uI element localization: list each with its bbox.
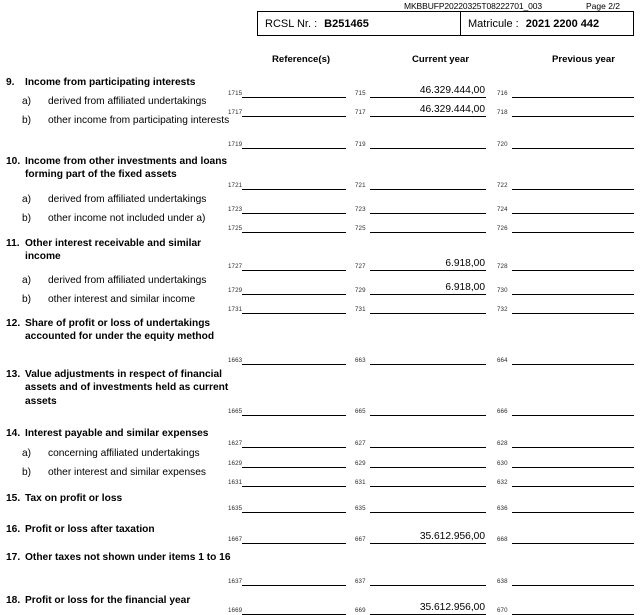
field-underline [370, 270, 486, 271]
field-underline [370, 294, 486, 295]
previous-year-field[interactable] [497, 351, 634, 365]
reference-field[interactable] [228, 434, 346, 448]
item-label [6, 492, 234, 505]
reference-field[interactable] [228, 219, 346, 233]
item-number: 14. [6, 428, 21, 439]
item-sub-letter: b) [22, 115, 32, 126]
field-underline [242, 585, 346, 586]
matricule-label: Matricule : [468, 17, 519, 30]
reference-field[interactable] [228, 351, 346, 365]
field-underline [242, 213, 346, 214]
field-underline [370, 148, 486, 149]
reference-field[interactable] [228, 84, 346, 98]
item-text: concerning affiliated undertakings [48, 448, 200, 459]
field-underline [242, 189, 346, 190]
field-underline [242, 467, 346, 468]
reference-field[interactable] [228, 200, 346, 214]
field-ref-code: 1729 [228, 287, 243, 294]
field-underline [512, 97, 634, 98]
previous-year-field[interactable] [497, 434, 634, 448]
field-ref-code: 1663 [228, 357, 243, 364]
field-ref-code: 663 [355, 357, 366, 364]
item-sub-letter: a) [22, 448, 32, 459]
rcsl-field[interactable] [258, 12, 461, 35]
item-text: derived from affiliated undertakings [48, 96, 207, 107]
field-ref-code: 1669 [228, 607, 243, 614]
field-ref-code: 717 [355, 109, 366, 116]
field-ref-code: 1637 [228, 578, 243, 585]
item-sub-label [22, 193, 234, 206]
item-sub-label [22, 274, 234, 287]
field-ref-code: 637 [355, 578, 366, 585]
field-underline [512, 585, 634, 586]
previous-year-field[interactable] [497, 281, 634, 295]
field-underline [370, 467, 486, 468]
item-number: 16. [6, 524, 21, 535]
current-year-field[interactable] [355, 103, 486, 117]
item-text: Other interest receivable and similar income [25, 238, 202, 263]
field-ref-code: 723 [355, 206, 366, 213]
field-ref-code: 718 [497, 109, 508, 116]
item-number: 13. [6, 369, 21, 380]
item-text: other income from participating interests [48, 115, 230, 126]
reference-field[interactable] [228, 572, 346, 586]
field-ref-code: 722 [497, 182, 508, 189]
field-underline [242, 313, 346, 314]
field-underline [370, 585, 486, 586]
item-number: 17. [6, 552, 21, 563]
reference-field[interactable] [228, 257, 346, 271]
item-text: Other taxes not shown under items 1 to 16 [25, 552, 231, 563]
field-underline [512, 313, 634, 314]
previous-year-field[interactable] [497, 454, 634, 468]
previous-year-field[interactable] [497, 473, 634, 487]
reference-field[interactable] [228, 454, 346, 468]
field-underline [242, 270, 346, 271]
item-text: other interest and similar expenses [48, 467, 206, 478]
field-value: 6.918,00 [445, 282, 485, 293]
field-ref-code: 668 [497, 536, 508, 543]
previous-year-field[interactable] [497, 402, 634, 416]
reference-field[interactable] [228, 402, 346, 416]
previous-year-field[interactable] [497, 219, 634, 233]
field-value: 46.329.444,00 [419, 85, 485, 96]
current-year-field[interactable] [355, 572, 486, 586]
item-sub-label [22, 95, 234, 108]
rcsl-value: B251465 [324, 17, 369, 30]
field-ref-code: 630 [497, 460, 508, 467]
current-year-field[interactable] [355, 601, 486, 615]
item-number: 9. [6, 77, 15, 88]
document-id: MKBBUFP20220325T08222701_003 [404, 1, 543, 11]
current-year-field[interactable] [355, 530, 486, 544]
field-ref-code: 720 [497, 141, 508, 148]
previous-year-field[interactable] [497, 499, 634, 513]
field-ref-code: 1727 [228, 263, 243, 270]
field-underline [242, 543, 346, 544]
item-sub-label [22, 293, 234, 306]
field-underline [512, 467, 634, 468]
item-sub-letter: a) [22, 194, 32, 205]
field-ref-code: 724 [497, 206, 508, 213]
current-year-field[interactable] [355, 176, 486, 190]
field-underline [370, 213, 486, 214]
field-ref-code: 732 [497, 306, 508, 313]
field-underline [512, 213, 634, 214]
field-underline [512, 270, 634, 271]
field-underline [512, 116, 634, 117]
field-ref-code: 1629 [228, 460, 243, 467]
field-underline [242, 486, 346, 487]
field-value: 6.918,00 [445, 258, 485, 269]
item-text: other income not included under a) [48, 213, 206, 224]
field-underline [370, 97, 486, 98]
field-ref-code: 632 [497, 479, 508, 486]
item-text: Income from participating interests [25, 77, 196, 88]
current-year-field[interactable] [355, 84, 486, 98]
field-underline [242, 294, 346, 295]
field-ref-code: 1667 [228, 536, 243, 543]
field-ref-code: 627 [355, 440, 366, 447]
reference-field[interactable] [228, 530, 346, 544]
current-year-field[interactable] [355, 135, 486, 149]
field-underline [242, 415, 346, 416]
item-sub-letter: a) [22, 96, 32, 107]
field-underline [512, 486, 634, 487]
field-underline [242, 512, 346, 513]
item-number: 12. [6, 318, 21, 329]
field-ref-code: 1721 [228, 182, 243, 189]
field-ref-code: 729 [355, 287, 366, 294]
item-sub-label [22, 114, 234, 127]
item-label [6, 76, 234, 89]
item-label [6, 368, 234, 408]
current-year-field[interactable] [355, 219, 486, 233]
field-ref-code: 1665 [228, 408, 243, 415]
field-ref-code: 727 [355, 263, 366, 270]
field-ref-code: 1627 [228, 440, 243, 447]
field-underline [370, 189, 486, 190]
field-ref-code: 631 [355, 479, 366, 486]
column-header-current-year: Current year [412, 54, 470, 65]
field-underline [512, 447, 634, 448]
current-year-field[interactable] [355, 200, 486, 214]
field-ref-code: 1631 [228, 479, 243, 486]
item-number: 15. [6, 493, 21, 504]
field-underline [512, 543, 634, 544]
item-label [6, 427, 234, 440]
previous-year-field[interactable] [497, 84, 634, 98]
previous-year-field[interactable] [497, 300, 634, 314]
field-ref-code: 628 [497, 440, 508, 447]
field-underline [370, 415, 486, 416]
reference-field[interactable] [228, 176, 346, 190]
field-ref-code: 716 [497, 90, 508, 97]
page-number: Page 2/2 [586, 1, 621, 11]
field-ref-code: 666 [497, 408, 508, 415]
field-ref-code: 721 [355, 182, 366, 189]
field-underline [512, 148, 634, 149]
item-text: derived from affiliated undertakings [48, 194, 207, 205]
reference-field[interactable] [228, 499, 346, 513]
item-number: 10. [6, 156, 21, 167]
current-year-field[interactable] [355, 300, 486, 314]
current-year-field[interactable] [355, 434, 486, 448]
item-sub-letter: b) [22, 213, 32, 224]
item-text: Profit or loss for the financial year [25, 595, 191, 606]
field-value: 35.612.956,00 [419, 531, 485, 542]
reference-field[interactable] [228, 601, 346, 615]
field-ref-code: 1635 [228, 505, 243, 512]
previous-year-field[interactable] [497, 601, 634, 615]
item-label [6, 237, 234, 264]
item-label [6, 594, 234, 607]
field-underline [370, 313, 486, 314]
field-underline [512, 512, 634, 513]
field-underline [370, 232, 486, 233]
field-underline [512, 189, 634, 190]
reference-field[interactable] [228, 281, 346, 295]
previous-year-field[interactable] [497, 135, 634, 149]
field-underline [242, 447, 346, 448]
field-underline [370, 116, 486, 117]
item-label [6, 155, 234, 182]
reference-field[interactable] [228, 300, 346, 314]
field-underline [370, 512, 486, 513]
field-ref-code: 629 [355, 460, 366, 467]
column-header-previous-year: Previous year [552, 54, 615, 65]
reference-field[interactable] [228, 103, 346, 117]
field-ref-code: 726 [497, 225, 508, 232]
current-year-field[interactable] [355, 402, 486, 416]
previous-year-field[interactable] [497, 572, 634, 586]
identification-box [257, 11, 634, 36]
field-ref-code: 638 [497, 578, 508, 585]
matricule-field[interactable] [461, 12, 633, 35]
item-text: Interest payable and similar expenses [25, 428, 209, 439]
item-text: derived from affiliated undertakings [48, 275, 207, 286]
current-year-field[interactable] [355, 351, 486, 365]
item-text: other interest and similar income [48, 294, 196, 305]
field-underline [370, 543, 486, 544]
field-ref-code: 636 [497, 505, 508, 512]
item-text: Value adjustments in respect of financial assets and of investments held as current assets [25, 369, 229, 407]
field-underline [242, 364, 346, 365]
field-ref-code: 728 [497, 263, 508, 270]
field-underline [512, 364, 634, 365]
item-text: Profit or loss after taxation [25, 524, 155, 535]
item-sub-label [22, 466, 234, 479]
previous-year-field[interactable] [497, 257, 634, 271]
current-year-field[interactable] [355, 257, 486, 271]
field-ref-code: 731 [355, 306, 366, 313]
field-ref-code: 670 [497, 607, 508, 614]
previous-year-field[interactable] [497, 530, 634, 544]
item-number: 11. [6, 238, 20, 249]
field-underline [242, 148, 346, 149]
field-ref-code: 1731 [228, 306, 243, 313]
current-year-field[interactable] [355, 473, 486, 487]
field-ref-code: 725 [355, 225, 366, 232]
current-year-field[interactable] [355, 281, 486, 295]
field-ref-code: 1719 [228, 141, 243, 148]
field-ref-code: 719 [355, 141, 366, 148]
item-sub-letter: a) [22, 275, 32, 286]
matricule-value: 2021 2200 442 [525, 17, 600, 30]
field-underline [242, 116, 346, 117]
item-sub-letter: b) [22, 294, 32, 305]
column-headers [0, 54, 640, 68]
field-underline [370, 364, 486, 365]
field-value: 35.612.956,00 [419, 602, 485, 613]
field-underline [242, 97, 346, 98]
field-underline [512, 232, 634, 233]
field-ref-code: 1725 [228, 225, 243, 232]
field-ref-code: 635 [355, 505, 366, 512]
item-label [6, 551, 234, 564]
reference-field[interactable] [228, 135, 346, 149]
reference-field[interactable] [228, 473, 346, 487]
field-underline [370, 486, 486, 487]
field-ref-code: 1717 [228, 109, 243, 116]
item-label [6, 317, 234, 344]
item-text: Share of profit or loss of undertakings accounted for under the equity method [25, 318, 215, 343]
current-year-field[interactable] [355, 499, 486, 513]
field-ref-code: 1723 [228, 206, 243, 213]
column-header-reference: Reference(s) [272, 54, 331, 65]
item-sub-label [22, 447, 234, 460]
previous-year-field[interactable] [497, 103, 634, 117]
field-value: 46.329.444,00 [419, 104, 485, 115]
field-ref-code: 730 [497, 287, 508, 294]
item-sub-letter: b) [22, 467, 32, 478]
rcsl-label: RCSL Nr. : [265, 17, 318, 30]
current-year-field[interactable] [355, 454, 486, 468]
field-ref-code: 665 [355, 408, 366, 415]
field-ref-code: 1715 [228, 90, 243, 97]
field-underline [242, 232, 346, 233]
field-underline [512, 415, 634, 416]
item-text: Income from other investments and loans forming part of the fixed assets [25, 156, 228, 181]
item-sub-label [22, 212, 234, 225]
field-ref-code: 664 [497, 357, 508, 364]
field-ref-code: 715 [355, 90, 366, 97]
field-ref-code: 667 [355, 536, 366, 543]
field-underline [370, 447, 486, 448]
item-label [6, 523, 234, 536]
item-text: Tax on profit or loss [25, 493, 123, 504]
item-number: 18. [6, 595, 21, 606]
previous-year-field[interactable] [497, 200, 634, 214]
previous-year-field[interactable] [497, 176, 634, 190]
field-ref-code: 669 [355, 607, 366, 614]
field-underline [512, 294, 634, 295]
